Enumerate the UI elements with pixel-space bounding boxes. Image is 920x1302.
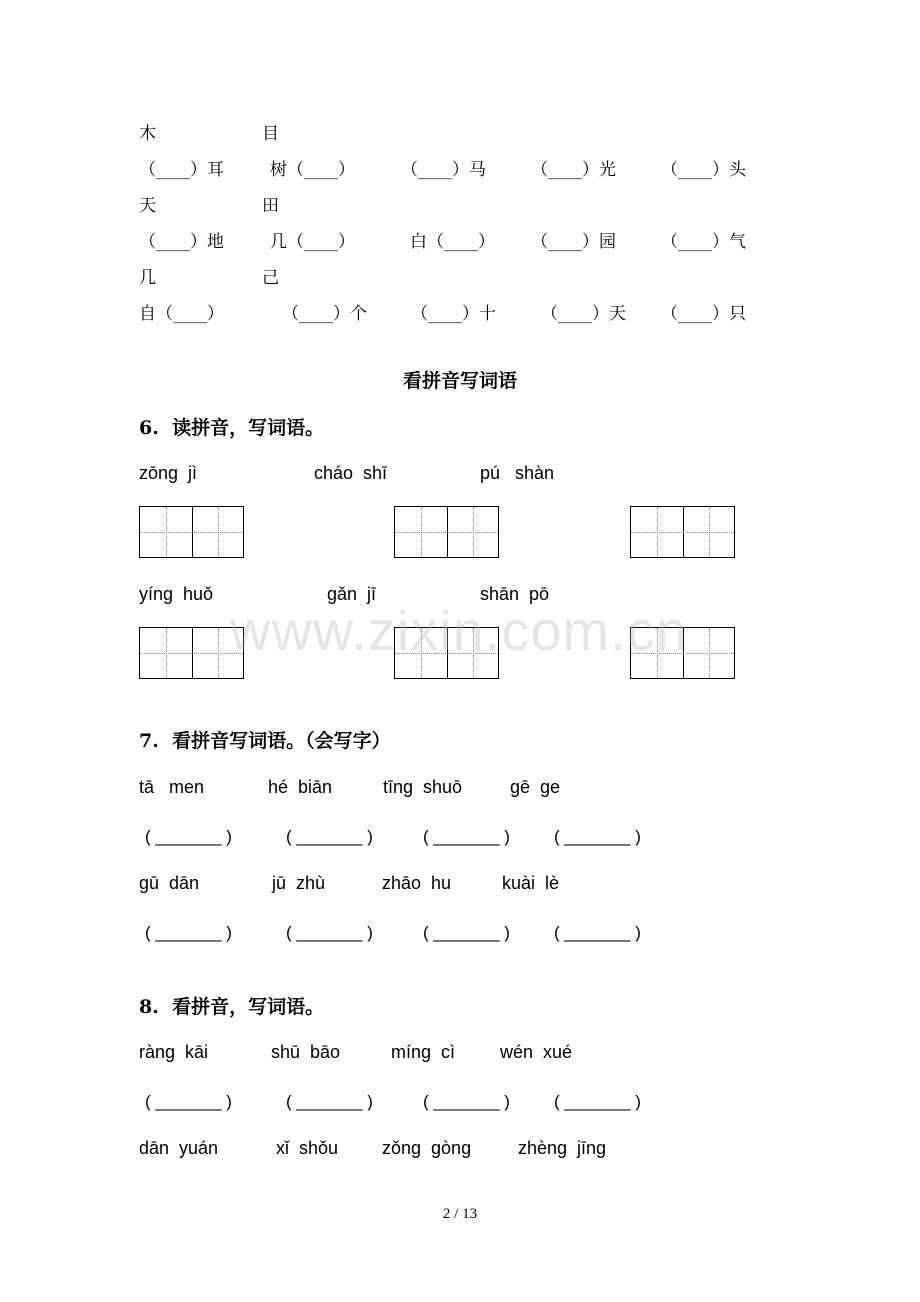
- answer-blank[interactable]: ( _______ ): [286, 1092, 373, 1111]
- section-title: 看拼音写词语: [402, 370, 517, 392]
- blank-item: （____）园: [531, 232, 616, 252]
- blank-item: （____）马: [401, 160, 486, 180]
- page-number: 2 / 13: [442, 1206, 478, 1222]
- writing-grid[interactable]: [394, 506, 499, 558]
- blank-item: （____）天: [541, 304, 626, 324]
- answer-blank[interactable]: ( _______ ): [423, 827, 510, 846]
- char-label: 天: [139, 196, 156, 216]
- question-heading: 6. 读拼音，写词语。: [139, 417, 325, 439]
- answer-blank[interactable]: ( _______ ): [423, 923, 510, 942]
- question-heading: 8. 看拼音，写词语。: [139, 996, 325, 1018]
- pinyin-label: ràng kāi: [139, 1042, 209, 1062]
- blank-item: （____）头: [661, 160, 746, 180]
- pinyin-label: dān yuán: [139, 1138, 219, 1158]
- blank-item: （____）只: [661, 304, 746, 324]
- blank-item: （____）气: [661, 232, 746, 252]
- writing-grid[interactable]: [139, 627, 244, 679]
- blank-item: （____）十: [411, 304, 496, 324]
- answer-blank[interactable]: ( _______ ): [554, 923, 641, 942]
- pinyin-label: tīng shuō: [383, 777, 463, 797]
- blank-item: 白（____）: [410, 232, 495, 252]
- char-label: 几: [139, 268, 156, 288]
- answer-blank[interactable]: ( _______ ): [554, 1092, 641, 1111]
- pinyin-label: xǐ shǒu: [276, 1138, 339, 1158]
- blank-item: 几（____）: [270, 232, 355, 252]
- pinyin-label: wén xué: [500, 1042, 573, 1062]
- writing-grid[interactable]: [139, 506, 244, 558]
- pinyin-label: jū zhù: [272, 873, 326, 893]
- pinyin-label: yíng huǒ: [139, 584, 214, 604]
- blank-item: （____）耳: [139, 160, 224, 180]
- answer-blank[interactable]: ( _______ ): [145, 923, 232, 942]
- pinyin-label: zhāo hu: [382, 873, 452, 893]
- char-label: 己: [262, 268, 279, 288]
- answer-blank[interactable]: ( _______ ): [145, 1092, 232, 1111]
- pinyin-label: shān pō: [480, 584, 550, 604]
- pinyin-label: pú shàn: [480, 463, 555, 483]
- watermark: www.zixin.com.cn: [230, 599, 688, 662]
- pinyin-label: gǎn jī: [327, 584, 377, 604]
- blank-item: 树（____）: [270, 160, 355, 180]
- pinyin-label: zōng jì: [139, 463, 198, 483]
- question-heading: 7. 看拼音写词语。（会写字）: [139, 730, 391, 752]
- blank-item: （____）个: [282, 304, 367, 324]
- answer-blank[interactable]: ( _______ ): [423, 1092, 510, 1111]
- answer-blank[interactable]: ( _______ ): [286, 923, 373, 942]
- answer-blank[interactable]: ( _______ ): [554, 827, 641, 846]
- answer-blank[interactable]: ( _______ ): [145, 827, 232, 846]
- answer-blank[interactable]: ( _______ ): [286, 827, 373, 846]
- pinyin-label: míng cì: [391, 1042, 456, 1062]
- blank-item: （____）光: [531, 160, 616, 180]
- pinyin-label: shū bāo: [271, 1042, 341, 1062]
- writing-grid[interactable]: [630, 506, 735, 558]
- pinyin-label: gū dān: [139, 873, 200, 893]
- pinyin-label: tā men: [139, 777, 205, 797]
- char-label: 目: [262, 124, 279, 144]
- blank-item: 自（____）: [139, 304, 224, 324]
- pinyin-label: zhèng jīng: [518, 1138, 607, 1158]
- pinyin-label: gē ge: [510, 777, 561, 797]
- blank-item: （____）地: [139, 232, 224, 252]
- pinyin-label: zǒng gòng: [382, 1138, 472, 1158]
- pinyin-label: kuài lè: [502, 873, 560, 893]
- char-label: 田: [262, 196, 279, 216]
- pinyin-label: cháo shī: [314, 463, 388, 483]
- pinyin-label: hé biān: [268, 777, 333, 797]
- char-label: 木: [139, 124, 156, 144]
